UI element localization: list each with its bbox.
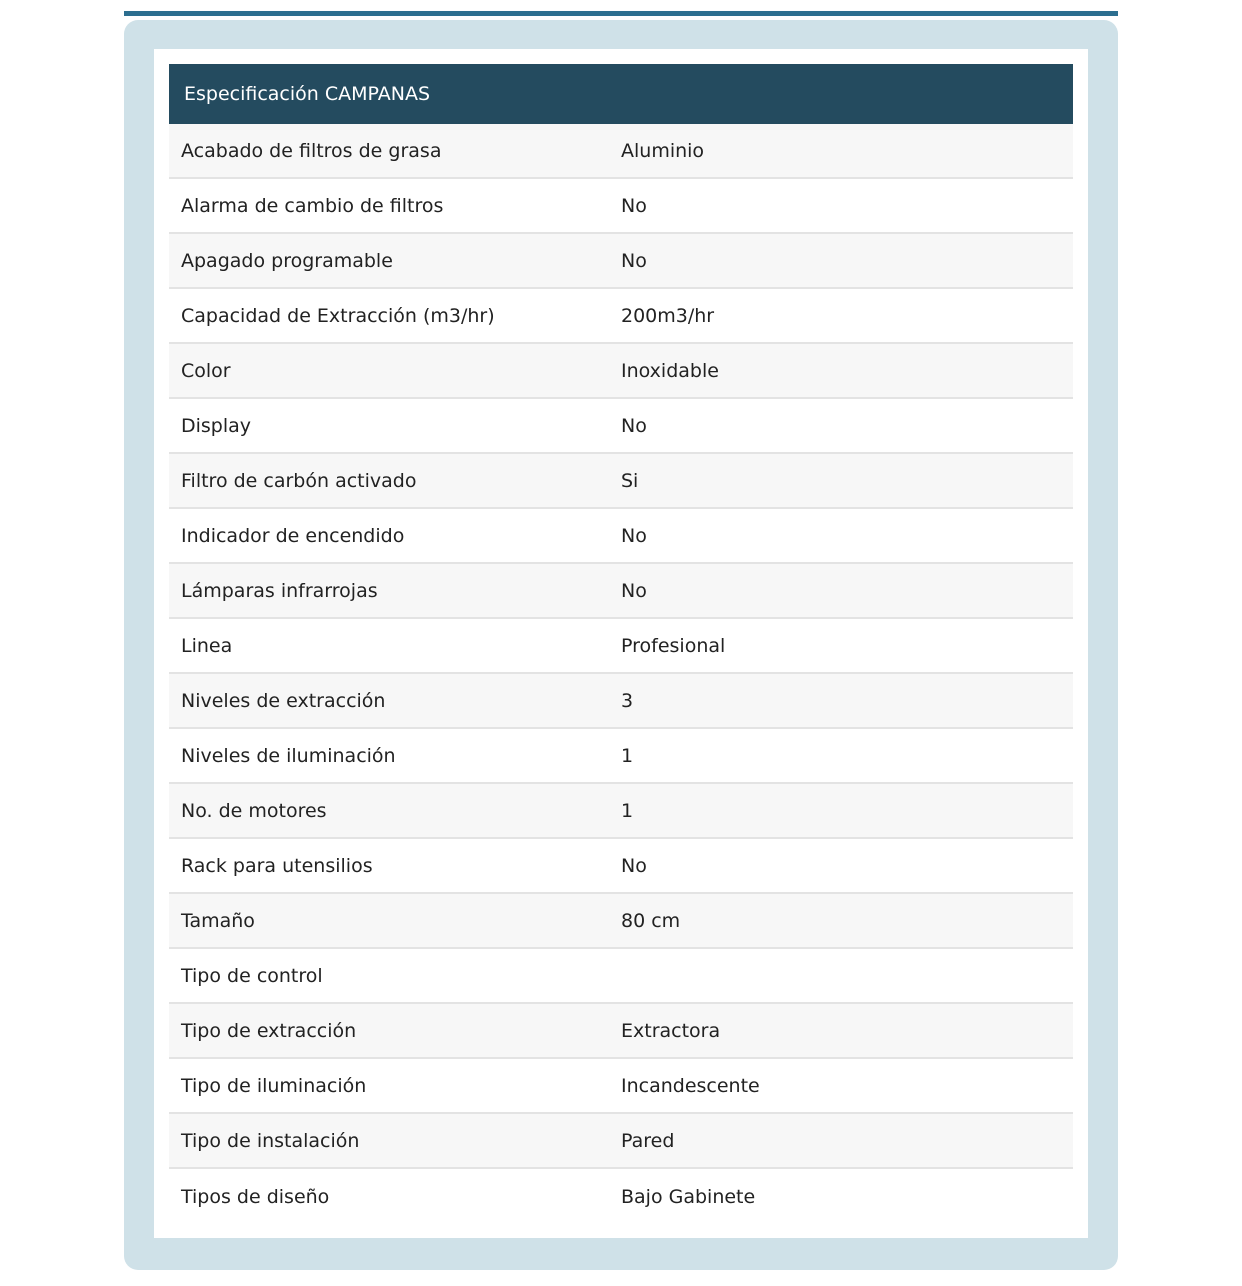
row-label: Tipo de extracción (181, 1019, 357, 1042)
row-value: 1 (621, 799, 634, 822)
table-row (169, 179, 1073, 234)
row-value: Aluminio (621, 139, 705, 162)
row-label: Tamaño (181, 909, 255, 932)
top-accent-rule (124, 11, 1118, 16)
row-label: Tipos de diseño (181, 1185, 330, 1208)
row-label: Color (181, 359, 231, 382)
table-row (169, 509, 1073, 564)
row-label: Tipo de instalación (181, 1129, 360, 1152)
row-value: Profesional (621, 634, 726, 657)
row-value: Extractora (621, 1019, 721, 1042)
row-label: Filtro de carbón activado (181, 469, 417, 492)
row-value: No (621, 854, 647, 877)
row-label: Niveles de extracción (181, 689, 386, 712)
row-label: Display (181, 414, 252, 437)
table-row (169, 784, 1073, 839)
row-value: Bajo Gabinete (621, 1185, 756, 1208)
table-row (169, 1059, 1073, 1114)
row-value: 1 (621, 744, 634, 767)
table-row (169, 839, 1073, 894)
table-row (169, 949, 1073, 1004)
row-value: 200m3/hr (621, 304, 715, 327)
table-row (169, 344, 1073, 399)
table-row (169, 454, 1073, 509)
table-row (169, 894, 1073, 949)
row-value: Pared (621, 1129, 675, 1152)
spec-table (169, 64, 1073, 1224)
row-value: 80 cm (621, 909, 681, 932)
table-row (169, 1114, 1073, 1169)
row-value: Inoxidable (621, 359, 719, 382)
row-label: Acabado de filtros de grasa (181, 139, 442, 162)
row-value: No (621, 579, 647, 602)
row-value: No (621, 414, 647, 437)
row-label: Alarma de cambio de filtros (181, 194, 444, 217)
row-label: Linea (181, 634, 233, 657)
table-row (169, 289, 1073, 344)
row-label: Niveles de iluminación (181, 744, 396, 767)
row-label: Lámparas infrarrojas (181, 579, 378, 602)
row-value: Incandescente (621, 1074, 760, 1097)
row-value: No (621, 194, 647, 217)
row-label: Tipo de iluminación (181, 1074, 367, 1097)
row-value: 3 (621, 689, 634, 712)
row-value: No (621, 524, 647, 547)
spec-table-title: Especificación CAMPANAS (169, 64, 1073, 124)
row-label: Capacidad de Extracción (m3/hr) (181, 304, 495, 327)
row-label: Apagado programable (181, 249, 393, 272)
table-row (169, 1169, 1073, 1224)
row-label: Indicador de encendido (181, 524, 405, 547)
table-row (169, 564, 1073, 619)
table-row (169, 234, 1073, 289)
table-row (169, 399, 1073, 454)
table-row (169, 674, 1073, 729)
row-label: Rack para utensilios (181, 854, 373, 877)
table-row (169, 619, 1073, 674)
row-value: No (621, 249, 647, 272)
row-label: No. de motores (181, 799, 327, 822)
table-row (169, 1004, 1073, 1059)
row-value: Si (621, 469, 639, 492)
row-label: Tipo de control (181, 964, 323, 987)
table-row (169, 729, 1073, 784)
table-row (169, 124, 1073, 179)
